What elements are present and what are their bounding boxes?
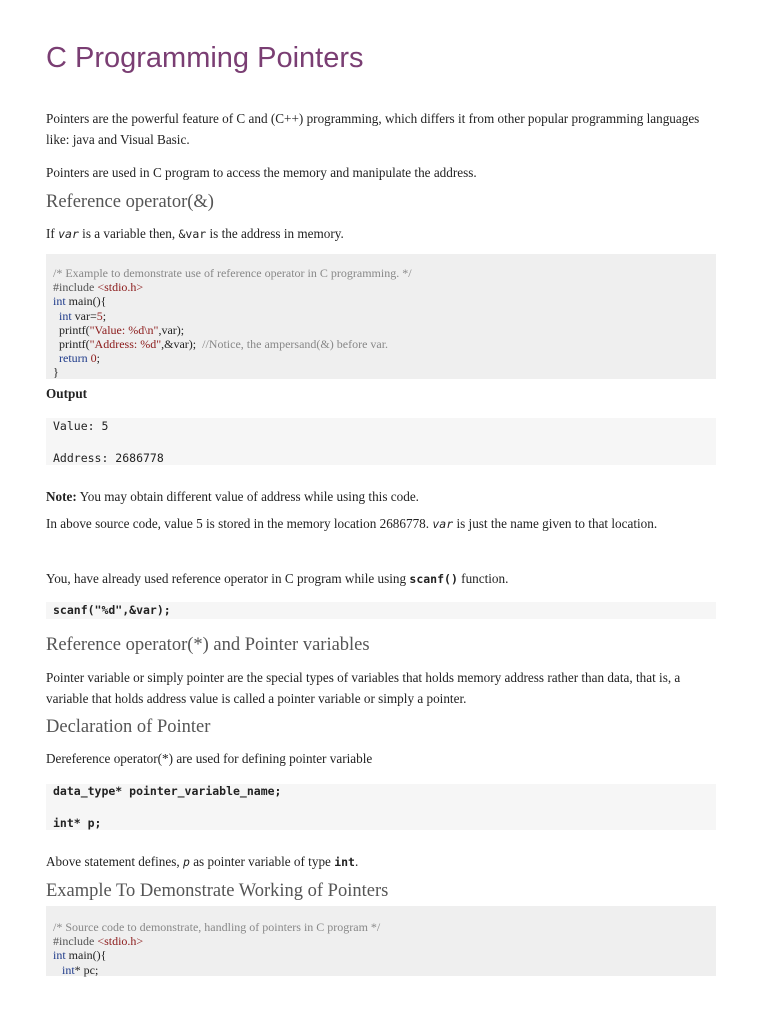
code-comment: /* Example to demonstrate use of reference operator in C programming. */ [53,266,412,280]
code-text: ; [102,308,107,323]
code-preprocessor: #include [53,934,98,949]
inline-code-var: var [58,227,79,241]
inline-code-p: p [182,855,190,869]
text-end: is the address in memory. [209,226,344,241]
output-label: Output [46,386,88,401]
code-string: "Value: %d\n" [89,322,159,337]
heading-declaration: Declaration of Pointer [46,717,211,737]
code-keyword: int [53,308,72,323]
code-keyword: int [53,962,75,977]
code-text: printf( [53,322,90,337]
code-text: var= [71,308,97,323]
intro-paragraph-2: Pointers are used in C program to access the memory and manipulate the address. [46,165,477,180]
declaration-code-line-1: data_type* pointer_variable_name; [53,784,282,798]
pointer-variables-paragraph: Pointer variable or simply pointer are the special types of variables that holds memory address rather than data, that is, a variable that holds address value is called a pointer variable or simply a pointer. [46,670,681,706]
note-paragraph [46,486,718,507]
text: In above source code, value 5 is stored in the memory location 2686778. [46,516,430,531]
declaration-paragraph: Dereference operator(*) are used for defining pointer variable [46,751,373,766]
heading-pointer-variables: Reference operator(*) and Pointer variables [46,635,370,655]
scanf-code-block [46,602,716,619]
code-text: ,var); [158,322,185,337]
intro-paragraph-1: Pointers are the powerful feature of C and (C++) programming, which differs it from other popular programming languages like: java and Visual Basic. [46,111,700,147]
code-header: <stdio.h> [97,934,144,949]
output-line-address: Address: 2686778 [53,451,164,465]
declaration-code-line-2: int* p; [53,816,102,830]
code-header: <stdio.h> [97,280,144,295]
code-text: main(){ [65,294,107,309]
inline-code-var: var [432,517,454,531]
code-comment: //Notice, the ampersand(&) before var. [202,337,389,352]
code-text: main(){ [65,948,107,963]
declaration-code-block [46,784,716,830]
declaration-after-paragraph [46,851,718,873]
code-text: printf( [53,337,90,352]
text: . [354,854,359,869]
code-keyword: int [53,294,66,309]
output-line-value: Value: 5 [53,419,109,433]
heading-example: Example To Demonstrate Working of Pointers [46,881,389,901]
text: You, have already used reference operator in C program while using [46,571,407,586]
code-text: ,&var); [161,337,203,352]
text: function. [461,571,509,586]
code-preprocessor: #include [53,280,98,295]
page-title: C Programming Pointers [46,42,364,74]
text: is just the name given to that location. [456,516,658,531]
note-label: Note: [46,489,77,504]
reference-paragraph [46,223,718,245]
scanf-code: scanf("%d",&var); [53,603,171,617]
text-mid: is a variable then, [82,226,176,241]
text-if: If [46,226,55,241]
code-number: 5 [96,308,103,323]
note-text: You may obtain different value of address while using this code. [76,489,419,504]
inline-code-scanf: scanf() [409,572,458,586]
code-text: } [53,365,59,380]
text: as pointer variable of type [193,854,331,869]
code-keyword: int [53,948,66,963]
code-text: ; [96,351,100,366]
code-text: * pc; [74,962,99,977]
code-block-pointer-example [46,906,716,976]
output-block [46,418,716,465]
heading-reference-operator: Reference operator(&) [46,192,214,212]
text: Above statement defines, [46,854,180,869]
code-string: "Address: %d" [89,337,162,352]
scanf-paragraph [46,568,718,590]
code-comment: /* Source code to demonstrate, handling of pointers in C program */ [53,920,381,934]
code-keyword: return [53,351,88,366]
source-paragraph [46,513,718,535]
inline-code-amp-var: &var [178,227,207,241]
inline-code-int: int [334,855,355,869]
code-number: 0 [90,351,97,366]
code-block-reference-example [46,254,716,379]
